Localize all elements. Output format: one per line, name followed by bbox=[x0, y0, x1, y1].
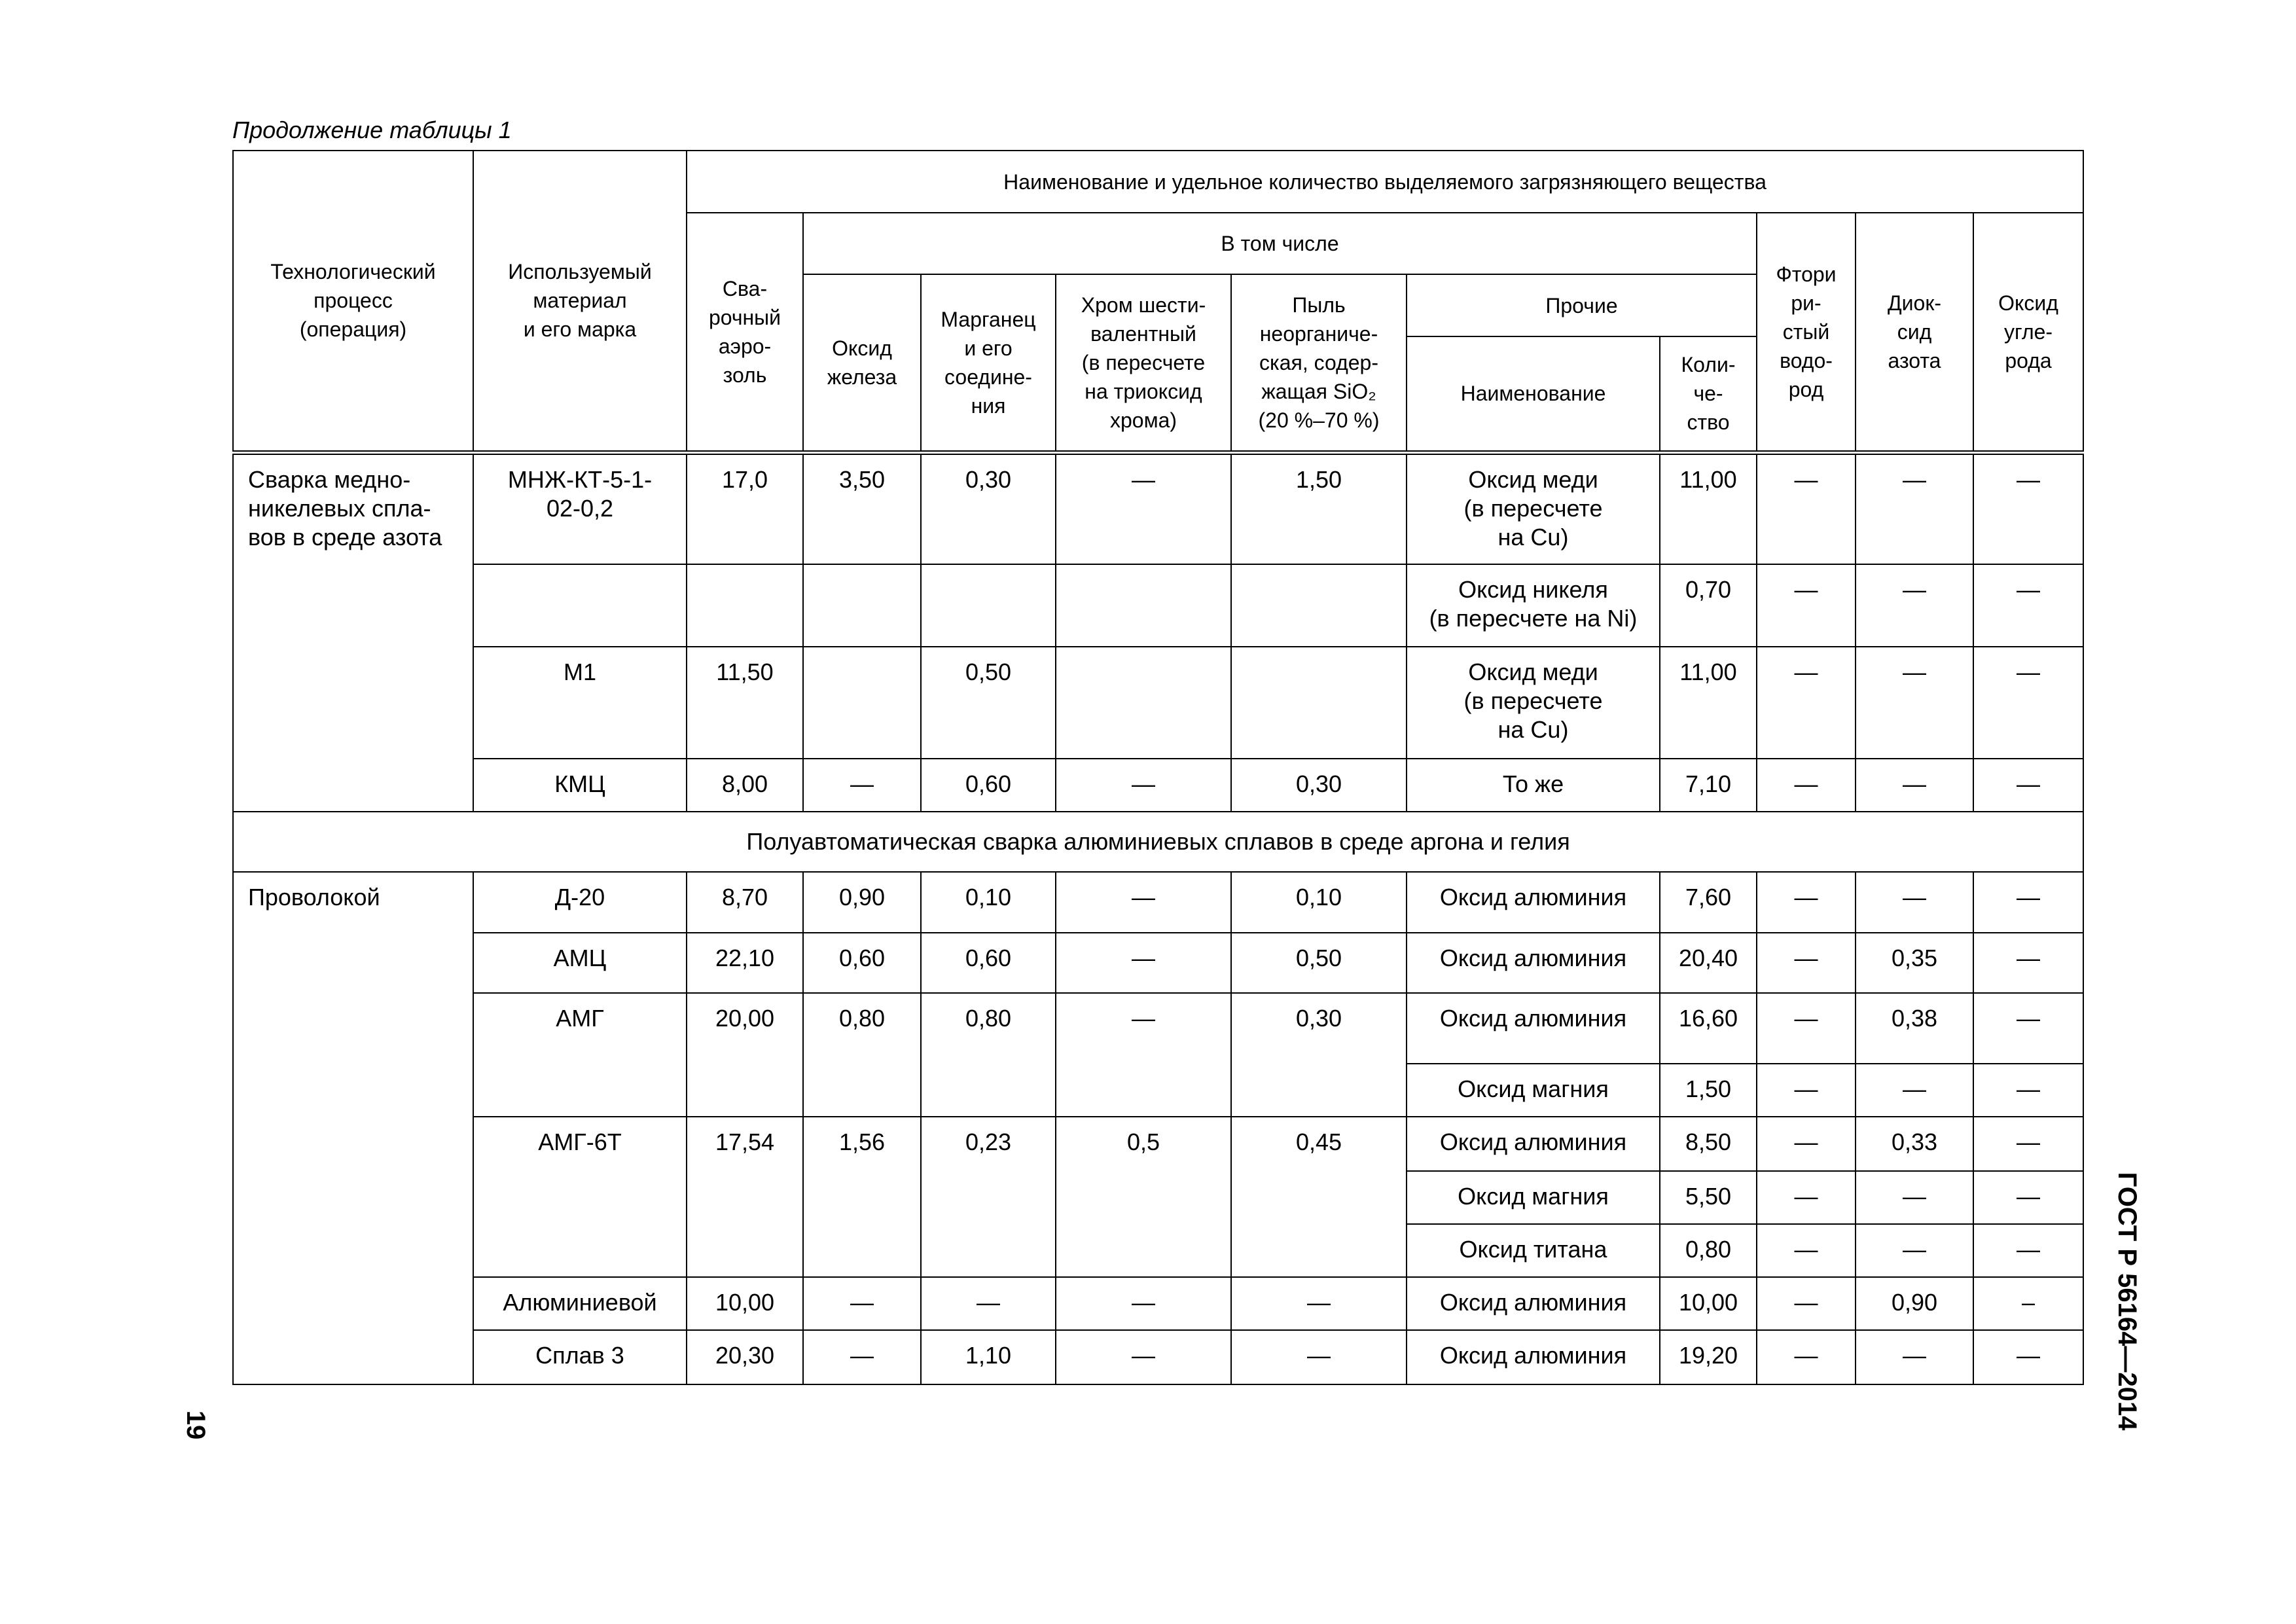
dust-cell: — bbox=[1231, 1330, 1407, 1384]
table-row bbox=[233, 1330, 2083, 1384]
nitrogen-dioxide-cell: — bbox=[1856, 1171, 1973, 1224]
manganese-cell bbox=[921, 564, 1056, 647]
iron-oxide-cell: — bbox=[803, 1330, 921, 1384]
chromium-cell bbox=[1056, 647, 1231, 759]
hydrogen-fluoride-cell: — bbox=[1757, 1330, 1856, 1384]
manganese-cell: 0,30 bbox=[921, 452, 1056, 564]
iron-oxide-cell: 3,50 bbox=[803, 452, 921, 564]
other-name-cell: Оксид алюминия bbox=[1407, 1117, 1660, 1171]
carbon-oxide-cell: — bbox=[1973, 759, 2083, 812]
other-name-cell: Оксид магния bbox=[1407, 1171, 1660, 1224]
dust-cell bbox=[1231, 647, 1407, 759]
manganese-cell: 0,80 bbox=[921, 993, 1056, 1117]
aerosol-cell: 20,30 bbox=[687, 1330, 803, 1384]
header-row bbox=[233, 151, 2083, 213]
hydrogen-fluoride-cell: — bbox=[1757, 759, 1856, 812]
hydrogen-fluoride-cell: — bbox=[1757, 1064, 1856, 1117]
aerosol-cell: 8,00 bbox=[687, 759, 803, 812]
carbon-oxide-cell: — bbox=[1973, 1117, 2083, 1171]
other-qty-cell: 5,50 bbox=[1660, 1171, 1757, 1224]
table-row bbox=[233, 1277, 2083, 1330]
aerosol-cell bbox=[687, 564, 803, 647]
dust-cell bbox=[1231, 564, 1407, 647]
nitrogen-dioxide-cell: 0,33 bbox=[1856, 1117, 1973, 1171]
hydrogen-fluoride-cell: — bbox=[1757, 933, 1856, 993]
hydrogen-fluoride-cell: — bbox=[1757, 1277, 1856, 1330]
hydrogen-fluoride-cell: — bbox=[1757, 564, 1856, 647]
carbon-oxide-cell: — bbox=[1973, 933, 2083, 993]
nitrogen-dioxide-cell: — bbox=[1856, 647, 1973, 759]
material-cell: АМГ-6Т bbox=[473, 1117, 687, 1277]
aerosol-cell: 11,50 bbox=[687, 647, 803, 759]
chromium-cell: — bbox=[1056, 759, 1231, 812]
nitrogen-dioxide-cell: — bbox=[1856, 759, 1973, 812]
carbon-oxide-cell: — bbox=[1973, 1064, 2083, 1117]
material-cell: АМГ bbox=[473, 993, 687, 1117]
iron-oxide-cell: 1,56 bbox=[803, 1117, 921, 1277]
dust-cell: — bbox=[1231, 1277, 1407, 1330]
material-cell: М1 bbox=[473, 647, 687, 759]
manganese-cell: 0,60 bbox=[921, 933, 1056, 993]
hydrogen-fluoride-cell: — bbox=[1757, 647, 1856, 759]
carbon-oxide-cell: – bbox=[1973, 1277, 2083, 1330]
page-number: 19 bbox=[181, 1410, 210, 1440]
hydrogen-fluoride-cell: — bbox=[1757, 1117, 1856, 1171]
chromium-cell: — bbox=[1056, 872, 1231, 933]
other-qty-cell: 11,00 bbox=[1660, 647, 1757, 759]
aerosol-cell: 8,70 bbox=[687, 872, 803, 933]
header-substance-group: Наименование и удельное количество выделяемого загрязняющего вещества bbox=[687, 151, 2083, 213]
header-nitrogen-dioxide: Диок- сид азота bbox=[1856, 213, 1973, 452]
process-cell: Сварка медно- никелевых спла- вов в среде азота bbox=[233, 452, 473, 812]
hydrogen-fluoride-cell: — bbox=[1757, 872, 1856, 933]
material-cell: Д-20 bbox=[473, 872, 687, 933]
table-row bbox=[233, 452, 2083, 564]
carbon-oxide-cell: — bbox=[1973, 1330, 2083, 1384]
nitrogen-dioxide-cell: — bbox=[1856, 1224, 1973, 1277]
other-name-cell: Оксид меди (в пересчете на Cu) bbox=[1407, 647, 1660, 759]
other-qty-cell: 0,80 bbox=[1660, 1224, 1757, 1277]
other-name-cell: Оксид магния bbox=[1407, 1064, 1660, 1117]
carbon-oxide-cell: — bbox=[1973, 647, 2083, 759]
table-header bbox=[233, 151, 2083, 452]
chromium-cell: — bbox=[1056, 933, 1231, 993]
aerosol-cell: 10,00 bbox=[687, 1277, 803, 1330]
nitrogen-dioxide-cell: — bbox=[1856, 452, 1973, 564]
dust-cell: 0,10 bbox=[1231, 872, 1407, 933]
material-cell bbox=[473, 564, 687, 647]
dust-cell: 0,30 bbox=[1231, 759, 1407, 812]
iron-oxide-cell: — bbox=[803, 1277, 921, 1330]
table-row bbox=[233, 993, 2083, 1064]
header-iron-oxide: Оксид железа bbox=[803, 274, 921, 452]
nitrogen-dioxide-cell: — bbox=[1856, 872, 1973, 933]
other-qty-cell: 11,00 bbox=[1660, 452, 1757, 564]
material-cell: Алюминиевой bbox=[473, 1277, 687, 1330]
header-dust: Пыль неорганиче- ская, содер- жащая SiO₂ (20 %–70 %) bbox=[1231, 274, 1407, 452]
other-name-cell: Оксид меди (в пересчете на Cu) bbox=[1407, 452, 1660, 564]
table-caption: Продолжение таблицы 1 bbox=[232, 117, 512, 143]
header-other-name: Наименование bbox=[1407, 336, 1660, 452]
table-row bbox=[233, 872, 2083, 933]
dust-cell: 0,50 bbox=[1231, 933, 1407, 993]
table-row bbox=[233, 564, 2083, 647]
iron-oxide-cell: — bbox=[803, 759, 921, 812]
other-qty-cell: 16,60 bbox=[1660, 993, 1757, 1064]
table-row bbox=[233, 933, 2083, 993]
manganese-cell: 0,50 bbox=[921, 647, 1056, 759]
header-hydrogen-fluoride: Фтори ри- стый водо- род bbox=[1757, 213, 1856, 452]
dust-cell: 1,50 bbox=[1231, 452, 1407, 564]
other-name-cell: Оксид алюминия bbox=[1407, 933, 1660, 993]
header-other: Прочие bbox=[1407, 274, 1757, 336]
header-including: В том числе bbox=[803, 213, 1757, 274]
other-qty-cell: 0,70 bbox=[1660, 564, 1757, 647]
other-qty-cell: 10,00 bbox=[1660, 1277, 1757, 1330]
emissions-table bbox=[232, 150, 2084, 1385]
material-cell: Сплав 3 bbox=[473, 1330, 687, 1384]
carbon-oxide-cell: — bbox=[1973, 1171, 2083, 1224]
iron-oxide-cell: 0,80 bbox=[803, 993, 921, 1117]
header-carbon-oxide: Оксид угле- рода bbox=[1973, 213, 2083, 452]
other-qty-cell: 1,50 bbox=[1660, 1064, 1757, 1117]
manganese-cell: 0,10 bbox=[921, 872, 1056, 933]
carbon-oxide-cell: — bbox=[1973, 872, 2083, 933]
header-chromium: Хром шести- валентный (в пересчете на триоксид хрома) bbox=[1056, 274, 1231, 452]
section-title: Полуавтоматическая сварка алюминиевых сплавов в среде аргона и гелия bbox=[233, 812, 2083, 872]
chromium-cell: — bbox=[1056, 1330, 1231, 1384]
other-name-cell: Оксид алюминия bbox=[1407, 993, 1660, 1064]
table-row bbox=[233, 759, 2083, 812]
other-name-cell: Оксид титана bbox=[1407, 1224, 1660, 1277]
other-qty-cell: 20,40 bbox=[1660, 933, 1757, 993]
chromium-cell: — bbox=[1056, 1277, 1231, 1330]
material-cell: КМЦ bbox=[473, 759, 687, 812]
nitrogen-dioxide-cell: — bbox=[1856, 1064, 1973, 1117]
header-process: Технологический процесс (операция) bbox=[233, 151, 473, 452]
nitrogen-dioxide-cell: — bbox=[1856, 1330, 1973, 1384]
aerosol-cell: 17,54 bbox=[687, 1117, 803, 1277]
table-body bbox=[233, 452, 2083, 1384]
iron-oxide-cell: 0,60 bbox=[803, 933, 921, 993]
other-qty-cell: 7,10 bbox=[1660, 759, 1757, 812]
material-cell: АМЦ bbox=[473, 933, 687, 993]
manganese-cell: 1,10 bbox=[921, 1330, 1056, 1384]
nitrogen-dioxide-cell: — bbox=[1856, 564, 1973, 647]
nitrogen-dioxide-cell: 0,90 bbox=[1856, 1277, 1973, 1330]
material-cell: МНЖ-КТ-5-1- 02-0,2 bbox=[473, 452, 687, 564]
header-material: Используемый материал и его марка bbox=[473, 151, 687, 452]
other-qty-cell: 8,50 bbox=[1660, 1117, 1757, 1171]
table-row bbox=[233, 1117, 2083, 1171]
other-name-cell: Оксид никеля (в пересчете на Ni) bbox=[1407, 564, 1660, 647]
iron-oxide-cell bbox=[803, 564, 921, 647]
other-name-cell: Оксид алюминия bbox=[1407, 1277, 1660, 1330]
carbon-oxide-cell: — bbox=[1973, 564, 2083, 647]
hydrogen-fluoride-cell: — bbox=[1757, 1171, 1856, 1224]
dust-cell: 0,45 bbox=[1231, 1117, 1407, 1277]
aerosol-cell: 17,0 bbox=[687, 452, 803, 564]
other-qty-cell: 7,60 bbox=[1660, 872, 1757, 933]
other-name-cell: То же bbox=[1407, 759, 1660, 812]
aerosol-cell: 22,10 bbox=[687, 933, 803, 993]
manganese-cell: — bbox=[921, 1277, 1056, 1330]
chromium-cell bbox=[1056, 564, 1231, 647]
header-manganese: Марганец и его соедине- ния bbox=[921, 274, 1056, 452]
header-aerosol: Сва- рочный аэро- золь bbox=[687, 213, 803, 452]
other-name-cell: Оксид алюминия bbox=[1407, 1330, 1660, 1384]
header-other-qty: Коли- че- ство bbox=[1660, 336, 1757, 452]
carbon-oxide-cell: — bbox=[1973, 452, 2083, 564]
process-cell: Проволокой bbox=[233, 872, 473, 1384]
nitrogen-dioxide-cell: 0,35 bbox=[1856, 933, 1973, 993]
document-code: ГОСТ Р 56164—2014 bbox=[2113, 1172, 2142, 1431]
manganese-cell: 0,23 bbox=[921, 1117, 1056, 1277]
other-qty-cell: 19,20 bbox=[1660, 1330, 1757, 1384]
chromium-cell: — bbox=[1056, 993, 1231, 1117]
hydrogen-fluoride-cell: — bbox=[1757, 1224, 1856, 1277]
aerosol-cell: 20,00 bbox=[687, 993, 803, 1117]
carbon-oxide-cell: — bbox=[1973, 1224, 2083, 1277]
manganese-cell: 0,60 bbox=[921, 759, 1056, 812]
hydrogen-fluoride-cell: — bbox=[1757, 993, 1856, 1064]
carbon-oxide-cell: — bbox=[1973, 993, 2083, 1064]
section-row bbox=[233, 812, 2083, 872]
iron-oxide-cell: 0,90 bbox=[803, 872, 921, 933]
iron-oxide-cell bbox=[803, 647, 921, 759]
chromium-cell: 0,5 bbox=[1056, 1117, 1231, 1277]
chromium-cell: — bbox=[1056, 452, 1231, 564]
dust-cell: 0,30 bbox=[1231, 993, 1407, 1117]
hydrogen-fluoride-cell: — bbox=[1757, 452, 1856, 564]
other-name-cell: Оксид алюминия bbox=[1407, 872, 1660, 933]
table-row bbox=[233, 647, 2083, 759]
nitrogen-dioxide-cell: 0,38 bbox=[1856, 993, 1973, 1064]
